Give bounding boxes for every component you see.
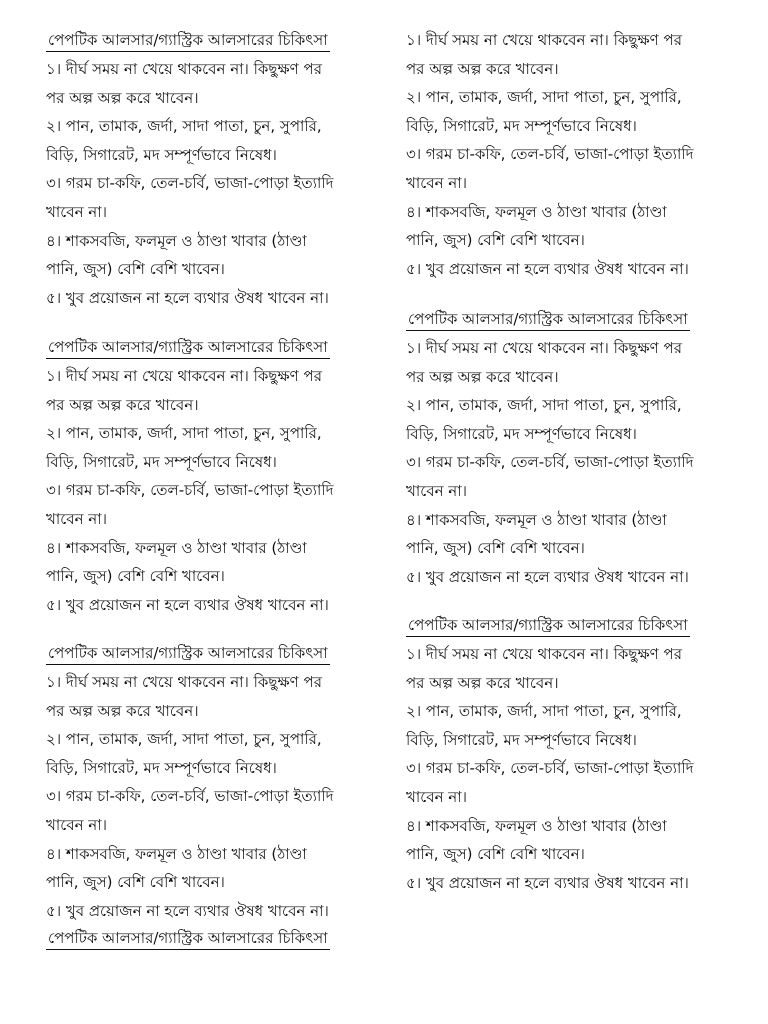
instruction-line: ৫। খুব প্রয়োজন না হলে ব্যথার ঔষধ খাবেন না। [406, 567, 689, 586]
instruction-block [46, 337, 396, 619]
instruction-line: ২। পান, তামাক, জর্দা, সাদা পাতা, চুন, সুপারি, [406, 88, 682, 107]
instruction-line: খাবেন না। [46, 815, 107, 834]
instruction-line: খাবেন না। [406, 173, 467, 192]
instruction-line: ৩। গরম চা-কফি, তেল-চর্বি, ভাজা-পোড়া ইত্যাদি [406, 145, 694, 164]
instruction-line: পর অল্প অল্প করে খাবেন। [406, 59, 559, 78]
instruction-line: ৫। খুব প্রয়োজন না হলে ব্যথার ঔষধ খাবেন না। [406, 259, 689, 278]
instruction-line: পানি, জুস) বেশি বেশি খাবেন। [406, 231, 585, 250]
instruction-line: বিড়ি, সিগারেট, মদ সম্পূর্ণভাবে নিষেধ। [46, 145, 277, 164]
instruction-line: বিড়ি, সিগারেট, মদ সম্পূর্ণভাবে নিষেধ। [406, 730, 637, 749]
block-title: পেপটিক আলসার/গ্যাস্ট্রিক আলসারের চিকিৎসা [46, 338, 330, 359]
instruction-line: বিড়ি, সিগারেট, মদ সম্পূর্ণভাবে নিষেধ। [46, 452, 277, 471]
instruction-line: ৩। গরম চা-কফি, তেল-চর্বি, ভাজা-পোড়া ইত্যাদি [406, 453, 694, 472]
instruction-line: ৫। খুব প্রয়োজন না হলে ব্যথার ঔষধ খাবেন না। [46, 901, 329, 920]
instruction-line: ১। দীর্ঘ সময় না খেয়ে থাকবেন না। কিছুক্ষণ পর [406, 645, 682, 663]
instruction-line: ৫। খুব প্রয়োজন না হলে ব্যথার ঔষধ খাবেন না। [46, 288, 329, 307]
instruction-line: পানি, জুস) বেশি বেশি খাবেন। [46, 567, 225, 586]
instruction-line: খাবেন না। [46, 509, 107, 528]
instruction-line: পানি, জুস) বেশি বেশি খাবেন। [406, 845, 585, 864]
instruction-block [406, 309, 756, 591]
instruction-line: ২। পান, তামাক, জর্দা, সাদা পাতা, চুন, সুপারি, [46, 117, 322, 136]
block-title: পেপটিক আলসার/গ্যাস্ট্রিক আলসারের চিকিৎসা [46, 31, 330, 52]
block-title: পেপটিক আলসার/গ্যাস্ট্রিক আলসারের চিকিৎসা [46, 929, 330, 950]
instruction-line: ৩। গরম চা-কফি, তেল-চর্বি, ভাজা-পোড়া ইত্যাদি [46, 787, 334, 806]
instruction-line: ৩। গরম চা-কফি, তেল-চর্বি, ভাজা-পোড়া ইত্যাদি [406, 759, 694, 778]
block-title: পেপটিক আলসার/গ্যাস্ট্রিক আলসারের চিকিৎসা [46, 644, 330, 665]
instruction-line: ১। দীর্ঘ সময় না খেয়ে থাকবেন না। কিছুক্ষণ পর [46, 367, 322, 385]
instruction-line: পর অল্প অল্প করে খাবেন। [46, 88, 199, 107]
instruction-line: পর অল্প অল্প করে খাবেন। [46, 701, 199, 720]
instruction-line: ৪। শাকসবজি, ফলমূল ও ঠাণ্ডা খাবার (ঠাণ্ডা [46, 844, 307, 863]
instruction-line: বিড়ি, সিগারেট, মদ সম্পূর্ণভাবে নিষেধ। [406, 116, 637, 135]
instruction-block [46, 30, 396, 312]
instruction-block [406, 615, 756, 897]
instruction-line: ৪। শাকসবজি, ফলমূল ও ঠাণ্ডা খাবার (ঠাণ্ডা [46, 538, 307, 557]
instruction-line: ৫। খুব প্রয়োজন না হলে ব্যথার ঔষধ খাবেন না। [46, 595, 329, 614]
instruction-block-partial [406, 26, 756, 283]
instruction-line: ৪। শাকসবজি, ফলমূল ও ঠাণ্ডা খাবার (ঠাণ্ডা [46, 231, 307, 250]
instruction-line: ১। দীর্ঘ সময় না খেয়ে থাকবেন না। কিছুক্ষণ পর [46, 673, 322, 691]
instruction-line: ৩। গরম চা-কফি, তেল-চর্বি, ভাজা-পোড়া ইত্যাদি [46, 174, 334, 193]
block-title: পেপটিক আলসার/গ্যাস্ট্রিক আলসারের চিকিৎসা [406, 616, 690, 637]
instruction-block-partial [46, 928, 396, 953]
instruction-line: বিড়ি, সিগারেট, মদ সম্পূর্ণভাবে নিষেধ। [46, 758, 277, 777]
instruction-line: ৩। গরম চা-কফি, তেল-চর্বি, ভাজা-পোড়া ইত্যাদি [46, 481, 334, 500]
instruction-line: পানি, জুস) বেশি বেশি খাবেন। [406, 539, 585, 558]
instruction-line: ১। দীর্ঘ সময় না খেয়ে থাকবেন না। কিছুক্ষণ পর [406, 31, 682, 49]
instruction-line: পানি, জুস) বেশি বেশি খাবেন। [46, 260, 225, 279]
instruction-line: পর অল্প অল্প করে খাবেন। [406, 367, 559, 386]
instruction-line: ২। পান, তামাক, জর্দা, সাদা পাতা, চুন, সুপারি, [406, 702, 682, 721]
instruction-line: ২। পান, তামাক, জর্দা, সাদা পাতা, চুন, সুপারি, [406, 396, 682, 415]
instruction-line: খাবেন না। [46, 202, 107, 221]
instruction-line: পানি, জুস) বেশি বেশি খাবেন। [46, 873, 225, 892]
instruction-line: ৪। শাকসবজি, ফলমূল ও ঠাণ্ডা খাবার (ঠাণ্ডা [406, 816, 667, 835]
instruction-line: বিড়ি, সিগারেট, মদ সম্পূর্ণভাবে নিষেধ। [406, 424, 637, 443]
instruction-line: ১। দীর্ঘ সময় না খেয়ে থাকবেন না। কিছুক্ষণ পর [46, 60, 322, 78]
instruction-block [46, 643, 396, 925]
instruction-line: ৪। শাকসবজি, ফলমূল ও ঠাণ্ডা খাবার (ঠাণ্ডা [406, 202, 667, 221]
block-title: পেপটিক আলসার/গ্যাস্ট্রিক আলসারের চিকিৎসা [406, 310, 690, 331]
instruction-line: ৫। খুব প্রয়োজন না হলে ব্যথার ঔষধ খাবেন না। [406, 873, 689, 892]
instruction-line: ৪। শাকসবজি, ফলমূল ও ঠাণ্ডা খাবার (ঠাণ্ডা [406, 510, 667, 529]
instruction-line: পর অল্প অল্প করে খাবেন। [46, 395, 199, 414]
instruction-line: খাবেন না। [406, 481, 467, 500]
instruction-line: খাবেন না। [406, 787, 467, 806]
instruction-line: পর অল্প অল্প করে খাবেন। [406, 673, 559, 692]
instruction-line: ২। পান, তামাক, জর্দা, সাদা পাতা, চুন, সুপারি, [46, 424, 322, 443]
instruction-line: ১। দীর্ঘ সময় না খেয়ে থাকবেন না। কিছুক্ষণ পর [406, 339, 682, 357]
instruction-line: ২। পান, তামাক, জর্দা, সাদা পাতা, চুন, সুপারি, [46, 730, 322, 749]
